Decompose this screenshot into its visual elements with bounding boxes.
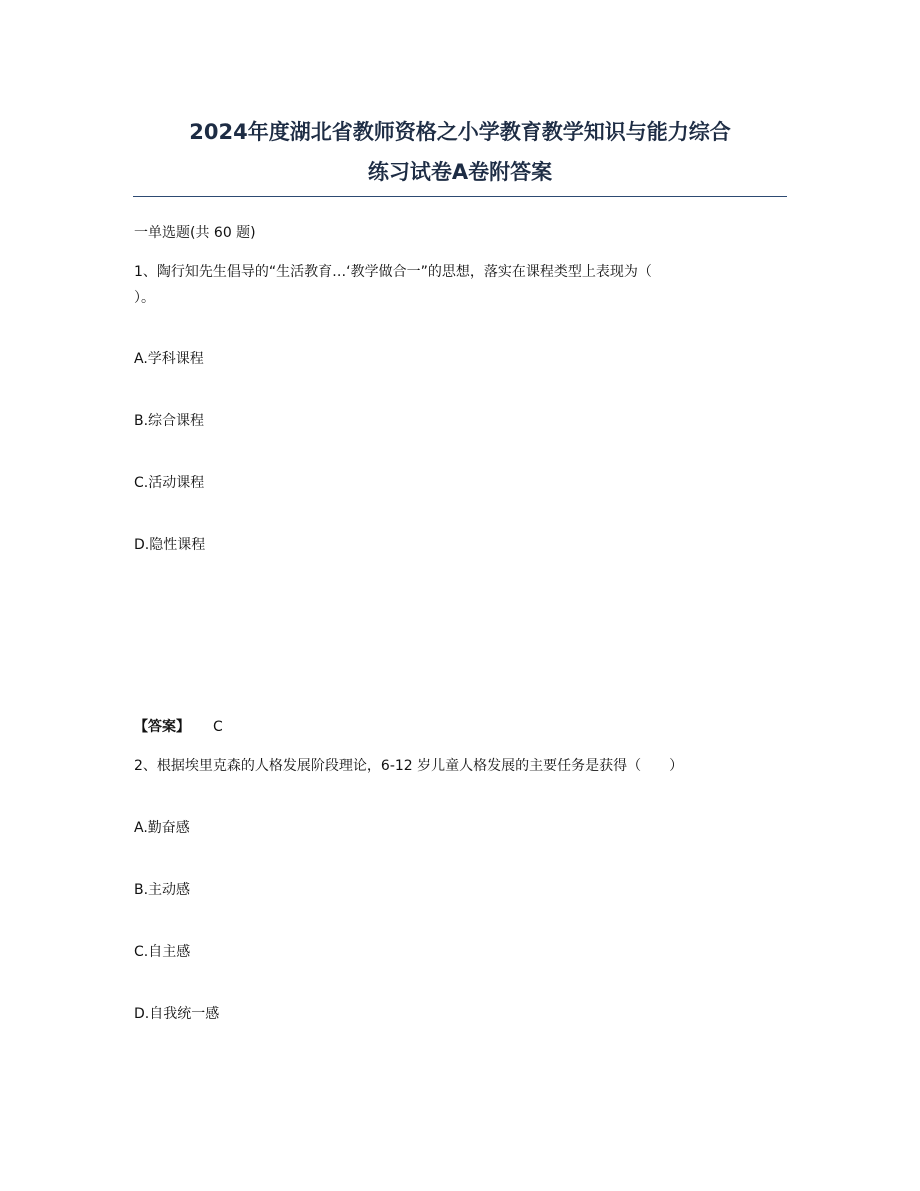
question-2-option-c: C.自主感	[134, 944, 191, 960]
question-2-option-d: D.自我统一感	[134, 1006, 220, 1022]
question-1-stem-line-2: ）。	[134, 290, 155, 306]
title-divider	[133, 196, 787, 197]
question-1-option-c: C.活动课程	[134, 475, 205, 491]
question-1-option-b: B.综合课程	[134, 413, 205, 429]
question-2-option-a: A.勤奋感	[134, 820, 190, 836]
question-1-stem-line-1: 1、陶行知先生倡导的“生活教育…‘教学做合一”的思想，落实在课程类型上表现为（	[134, 264, 652, 280]
section-heading: 一单选题(共 60 题)	[134, 225, 256, 241]
question-1-option-a: A.学科课程	[134, 351, 204, 367]
question-1-answer-label: 【答案】	[134, 719, 190, 735]
question-1-answer-value: C	[213, 719, 223, 735]
question-1-option-d: D.隐性课程	[134, 537, 206, 553]
question-2-stem: 2、根据埃里克森的人格发展阶段理论，6-12 岁儿童人格发展的主要任务是获得（ ）	[134, 758, 684, 774]
page-title-line-2: 练习试卷A卷附答案	[367, 160, 553, 184]
page-title-line-1: 2024年度湖北省教师资格之小学教育教学知识与能力综合	[189, 120, 731, 144]
question-2-option-b: B.主动感	[134, 882, 191, 898]
